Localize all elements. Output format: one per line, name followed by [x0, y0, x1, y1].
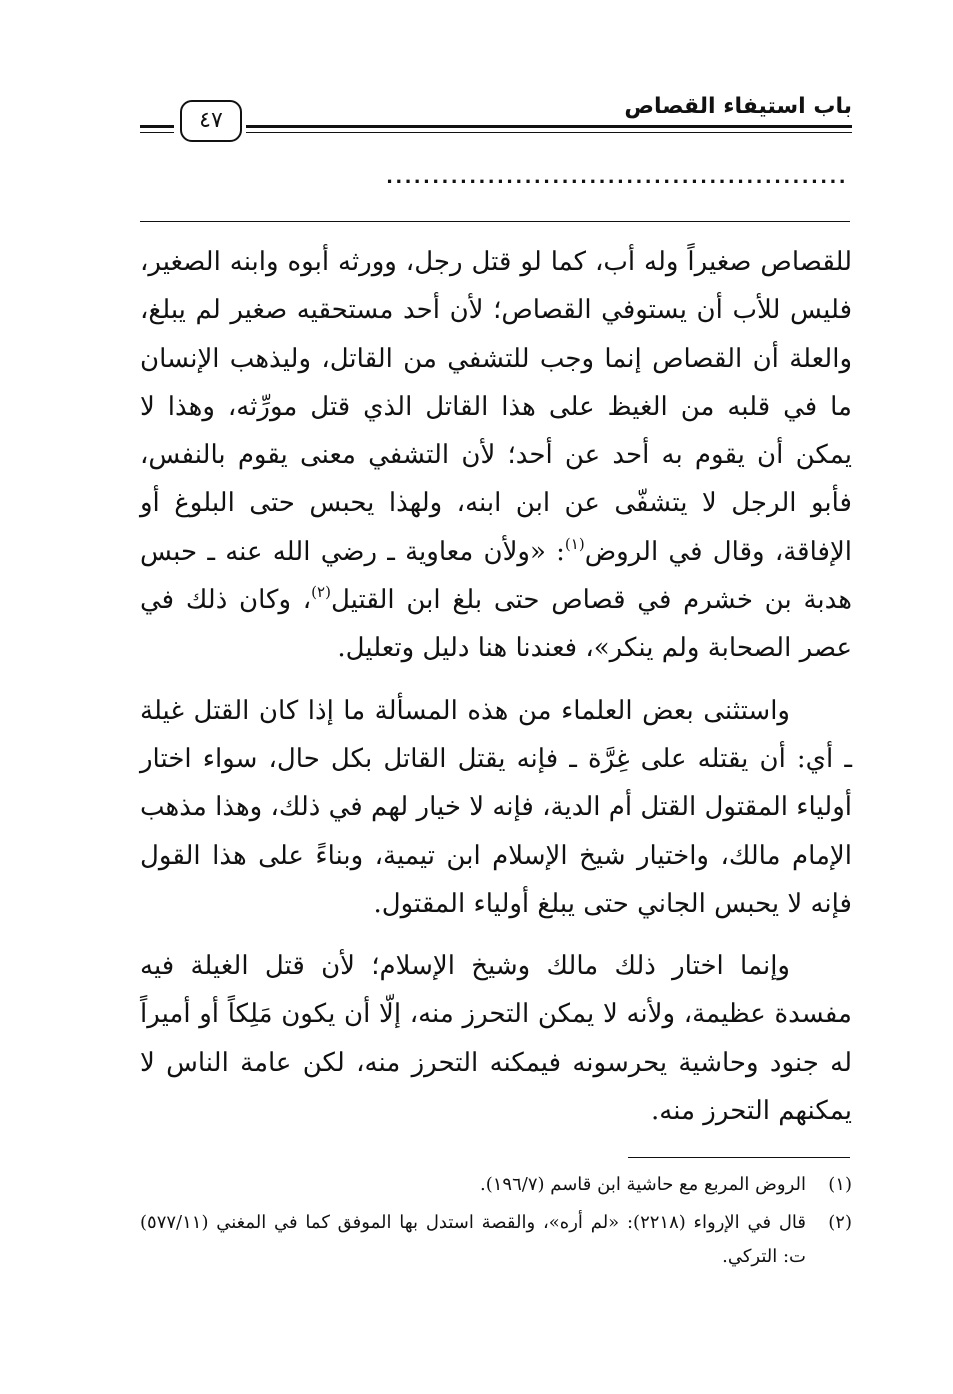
header-rule-thin: [246, 132, 852, 133]
header-rule-left-thin: [140, 132, 174, 133]
body-text: [140, 238, 852, 1135]
footnote-divider: [628, 1157, 850, 1158]
footnote-text: قال في الإرواء (٢٢١٨): «لم أره»، والقصة استدل بها الموفق كما في المغني (٥٧٧/١١) ت: التركي.: [140, 1212, 806, 1267]
page-number: ٤٧: [180, 100, 242, 142]
header-rule-left-thick: [140, 125, 174, 128]
paragraph-text: ، وكان ذلك في عصر الصحابة ولم ينكر»، فعندنا هنا دليل وتعليل.: [140, 585, 852, 664]
paragraph-text: وإنما اختار ذلك مالك وشيخ الإسلام؛ لأن قتل الغيلة فيه مفسدة عظيمة، ولأنه لا يمكن التحرز منه، إلّا أن يكون مَلِكاً أو أميراً له جنود وحاشية يحرسونه فيمكنه التحرز منه، لكن عامة الناس لا يمكنهم التحرز منه.: [140, 951, 852, 1127]
paragraph-text: للقصاص صغيراً وله أب، كما لو قتل رجل، وورثه أبوه وابنه الصغير، فليس للأب أن يستوفي القصاص؛ لأن أحد مستحقيه صغير لم يبلغ، والعلة أن القصاص إنما وجب للتشفي من القاتل، وليذهب الإنسان ما في قلبه من الغيظ على هذا القاتل الذي قتل مورِّثه، وهذا لا يمكن أن يقوم به أحد عن أحد؛ لأن التشفي معنى يقوم بالنفس، فأبو الرجل لا يتشفّى عن ابن ابنه، ولهذا يحبس حتى البلوغ أو الإفاقة، وقال في الروض: [140, 247, 852, 567]
ellipsis-separator: ..................................................: [386, 167, 848, 188]
footnote-1: [140, 1168, 852, 1202]
footnote-ref-1: (١): [564, 534, 585, 553]
header-rule-thick: [246, 125, 852, 128]
footnote-ref-2: (٢): [311, 583, 331, 602]
page-header: [140, 92, 852, 146]
footnote-number: (١): [828, 1174, 852, 1195]
paragraph-2: [140, 687, 852, 928]
section-divider: [140, 221, 850, 222]
paragraph-1: [140, 238, 852, 673]
paragraph-text: واستثنى بعض العلماء من هذه المسألة ما إذا كان القتل غيلة ـ أي: أن يقتله على غِرَّة ـ فإنه يقتل القاتل بكل حال، سواء اختار أولياء المقتول القتل أم الدية، فإنه لا خيار لهم في ذلك، وهذا مذهب الإمام مالك، واختيار شيخ الإسلام ابن تيمية، وبناءً على هذا القول فإنه لا يحبس الجاني حتى يبلغ أولياء المقتول.: [140, 695, 852, 919]
paragraph-3: [140, 942, 852, 1135]
footnote-2: [140, 1206, 852, 1274]
paragraph-text: : «ولأن معاوية ـ رضي الله عنه ـ حبس هدبة بن خشرم في قصاص حتى بلغ ابن القتيل: [140, 536, 852, 616]
footnotes: [140, 1168, 852, 1278]
footnote-number: (٢): [828, 1212, 852, 1233]
chapter-title: باب استيفاء القصاص: [624, 94, 852, 119]
footnote-text: الروض المربع مع حاشية ابن قاسم (١٩٦/٧).: [480, 1174, 806, 1195]
